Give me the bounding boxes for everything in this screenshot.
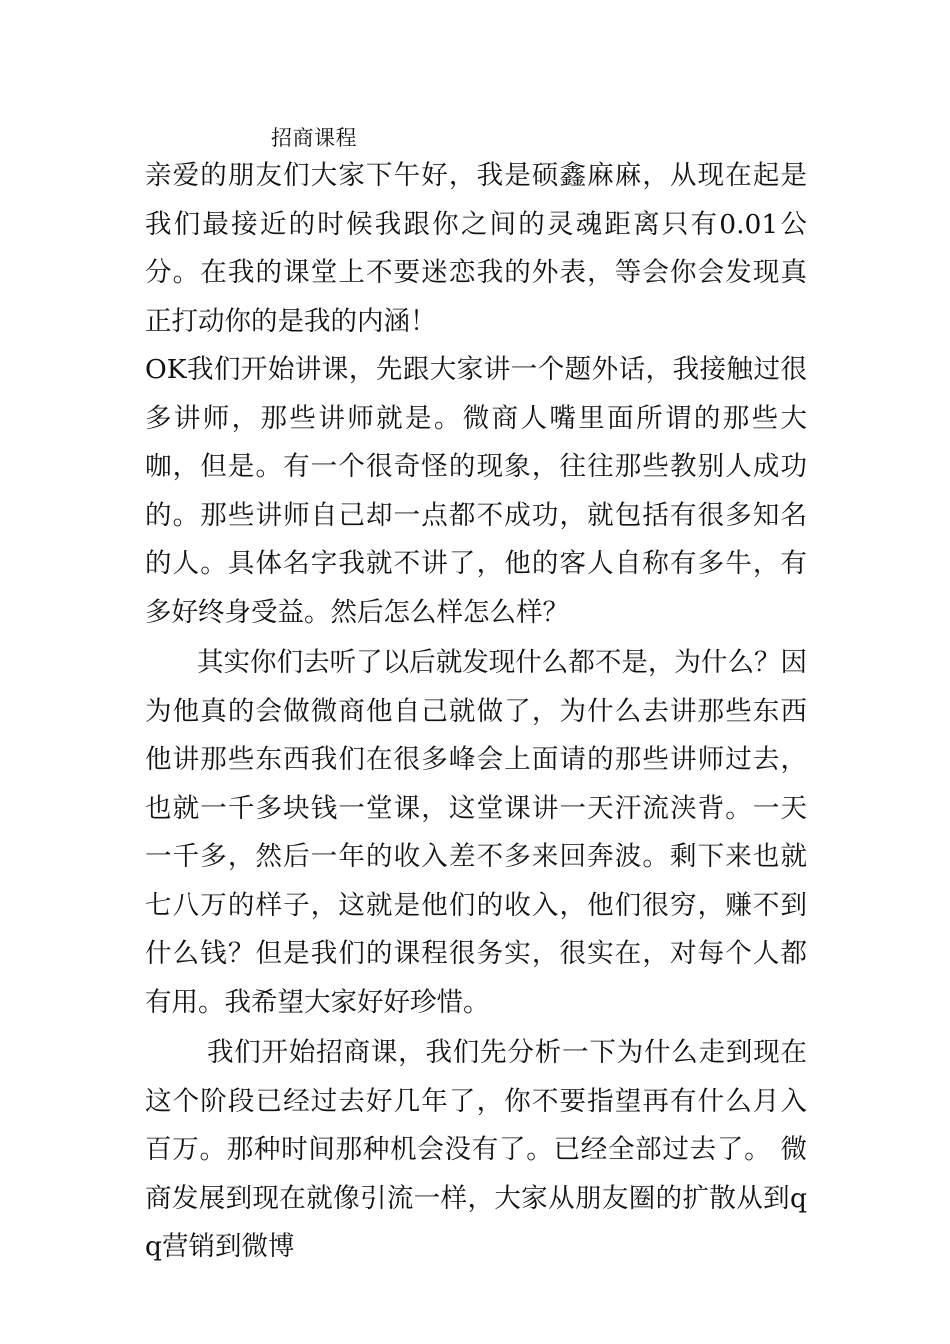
document-title: 招商课程 [271,126,357,150]
paragraph-intro: OK我们开始讲课，先跟大家讲一个题外话，我接触过很多讲师，那些讲师就是。微商人嘴里面所谓的那些大咖，但是。有一个很奇怪的现象，往往那些教别人成功的。那些讲师自己却一点都不成功，就包括有很多知名的人。具体名字我就不讲了，他的客人自称有多牛，有多好终身受益。然后怎么样怎么样？ [145,354,807,628]
paragraph-recruitment: 我们开始招商课，我们先分析一下为什么走到现在这个阶段已经过去好几年了，你不要指望再有什么月入百万。那种时间那种机会没有了。已经全部过去了。 微商发展到现在就像引流一样，大家从朋友圈的扩散从到qq营销到微博 [145,1037,807,1262]
paragraph-lecturers: 其实你们去听了以后就发现什么都不是，为什么？因为他真的会做微商他自己就做了，为什么去讲那些东西他讲那些东西我们在很多峰会上面请的那些讲师过去，也就一千多块钱一堂课，这堂课讲一天汗流浃背。一天一千多，然后一年的收入差不多来回奔波。剩下来也就七八万的样子，这就是他们的收入，他们很穷，赚不到什么钱？但是我们的课程很务实，很实在，对每个人都有用。我希望大家好好珍惜。 [145,647,807,1018]
paragraph-greeting: 亲爱的朋友们大家下午好，我是硕鑫麻麻，从现在起是我们最接近的时候我跟你之间的灵魂距离只有0.01公分。在我的课堂上不要迷恋我的外表，等会你会发现真正打动你的是我的内涵！ [145,160,807,337]
document-body [145,152,807,1272]
